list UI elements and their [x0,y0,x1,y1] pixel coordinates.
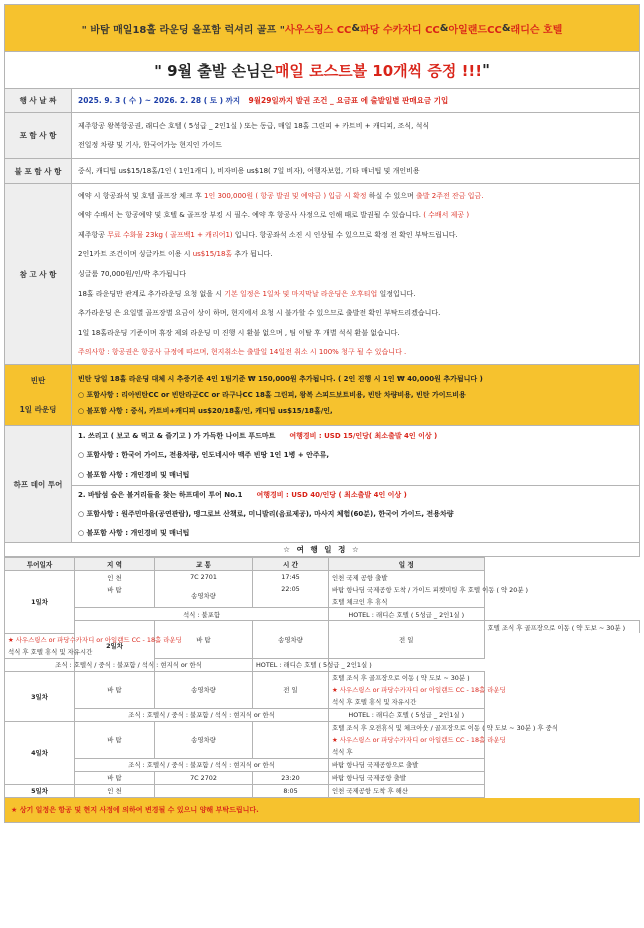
day-3-label: 3일차 [5,671,75,721]
title-amp-3: & [501,22,511,34]
bintan-label [5,365,72,425]
col-day: 투어일자 [5,558,75,571]
col-time: 시 간 [253,558,329,571]
cell: 바 탐 [155,621,253,659]
col-itinerary: 일 정 [329,558,485,571]
cell: 바 탐 [75,583,155,595]
includes-label: 포 함 사 항 [5,113,72,158]
tour-2-excludes: ○ 불포함 사항 : 개인경비 및 매너팁 [78,528,190,537]
cell: 바탐 항나딤 국제공항 출발 [329,771,485,784]
cell: 바 탐 [75,721,155,758]
title-radisson: 래디슨 호텔 [510,24,563,36]
schedule-title: ☆ 여 행 일 정 ☆ [4,543,640,557]
cell: 7C 2702 [155,771,253,784]
cell: 바탐 항나딤 국제공항으로 출발 [329,758,485,771]
cell: 7C 2701 [155,571,253,584]
note-line-8: 1일 18홀라운딩 기준이며 휴장 제외 라운딩 미 진행 시 환불 없으며 , 팀 이탈 후 개별 석식 환불 없습니다. [78,328,400,337]
excludes-row [5,159,639,184]
col-region: 지 역 [75,558,155,571]
cell: 인 천 [75,571,155,584]
cell: ★ 사우스링스 or 파당수카자디 or 아일랜드 CC - 18홀 라운딩 [329,684,485,696]
table-row [5,608,640,621]
tour-1-excludes: ○ 불포함 사항 : 개인경비 및 매너팁 [78,471,190,480]
cell: 호텔 체크인 후 휴식 [329,595,485,608]
halfday-label: 하프 데이 투어 [5,426,72,542]
document-title [4,4,640,51]
cell: 바 탐 [75,671,155,708]
halfday-tour-2 [72,486,639,542]
note-line-1: 예약 시 항공좌석 및 호텔 골프장 체크 후 1인 300,000원 ( 항공 발권 및 예약금 ) 입금 시 확정 하실 수 있으며 출발 2주전 잔금 입금. [78,191,484,200]
bintan-line-2: ○ 포함사항 : 리아빈탄CC or 빈탄라군CC or 라구나CC 18홀 그린피, 왕복 스피드보트비용, 빈탄 차량비용, 빈탄 가이드비용 [78,391,466,399]
note-line-9: 주의사항 : 항공권은 항공사 규정에 따르며, 현지취소는 출발일 14일전 취소 시 100% 청구 될 수 있습니다 . [78,348,407,357]
tour-1-includes: ○ 포함사항 : 한국어 가이드, 전용차량, 인도네시아 맥주 빈땅 1인 1병 + 안주류, [78,451,330,460]
cell: 인천 국제 공항 출발 [329,571,485,584]
table-row [5,721,640,734]
cell: 석식 후 [329,746,485,759]
cell: 인천 국제공항 도착 후 해산 [329,784,485,797]
note-line-2: 예약 수배서 는 항공예약 및 호텔 & 골프장 부킹 시 필수. 예약 후 항공사 사정으로 인해 때로 발권될 수 있습니다. ( 수배서 제공 ) [78,211,470,220]
notes-label: 참 고 사 항 [5,184,72,364]
includes-row [5,113,639,159]
cell: ★ 사우스링스 or 파당수카자디 or 아일랜드 CC - 18홀 라운딩 [5,633,75,646]
title-padang: 파당 수카자디 CC [360,24,440,36]
table-row [5,708,640,721]
cell: 송영차량 [155,721,253,758]
day-2-label: 2일차 [75,621,155,672]
bintan-label-2: 1일 라운딩 [19,405,57,414]
promo-suffix: " [482,61,490,79]
cell: 송영차량 [155,583,253,608]
bintan-label-1: 빈탄 [30,376,46,385]
excludes-text: 중식, 캐디팁 us$15/18홀/1인 ( 1인1캐디 ), 비자비용 us$18( 7일 비자), 여행자보험, 기타 매너팁 및 개인비용 [78,167,420,175]
tour-2-includes: ○ 포함사항 : 원주민마을(공연관람), 맹그로브 산책로, 미니발리(음료제공), 마사지 체험(60분), 한국어 가이드, 전용차량 [78,509,454,518]
bintan-line-3: ○ 불포함 사항 : 중식, 카트비+캐디피 us$20/18홀/인, 캐디팁 us$15/18홀/인, [78,407,333,415]
table-row [5,583,640,595]
promo-prefix: " 9월 출발 손님은 [154,61,275,80]
col-transport: 교 통 [155,558,253,571]
cell: 8:05 [253,784,329,797]
cell: 바 탐 [75,771,155,784]
note-line-3: 제주항공 무료 수화물 23kg ( 골프백1 + 캐리어1) 입니다. 항공좌석 소진 시 인상될 수 있으므로 확정 전 확인 부탁드립니다. [78,230,458,239]
meal-info: 석식 : 불포함 [75,608,329,621]
tour-1-price: 여행경비 : USD 15/인당( 최소출발 4인 이상 ) [289,431,438,440]
cell: 석식 후 호텔 휴식 및 자유시간 [329,696,485,709]
tour-1-title: 1. 쓰리고 ( 보고 & 먹고 & 즐기고 ) 가 가득한 나이트 푸드마트 [78,431,276,440]
cell: 송영차량 [155,671,253,708]
cell: 전 일 [253,671,329,708]
hotel-info: HOTEL : 래디슨 호텔 ( 5성급 _ 2인1실 ) [253,658,329,671]
title-amp-2: & [439,22,449,34]
title-prefix: " 바탐 매일18홀 라운딩 올포함 럭셔리 골프 " [81,24,285,36]
halfday-tour-1 [72,426,639,486]
promo-banner [4,51,640,88]
period-dates: 2025. 9. 3 ( 수 ) ~ 2026. 2. 28 ( 토 ) 까지 [78,96,241,105]
halfday-row [5,426,639,543]
meal-info: 조식 : 호텔식 / 중식 : 불포함 / 석식 : 현지식 or 한식 [75,758,329,771]
promo-highlight: 매일 로스트볼 10개씩 증정 !!! [274,61,483,80]
footer-note: ★ 상기 일정은 항공 및 현지 사정에 의하여 변경될 수 있으니 양해 부탁드립니다. [4,798,640,823]
schedule-header-row [5,558,640,571]
cell: 23:20 [253,771,329,784]
meal-info: 조식 : 호텔식 / 중식 : 불포함 / 석식 : 현지식 or 한식 [75,708,329,721]
meal-info: 조식 : 호텔식 / 중식 : 불포함 / 석식 : 현지식 or 한식 [5,658,253,671]
cell: 석식 후 호텔 휴식 및 자유시간 [5,646,75,659]
cell: 인 천 [75,784,155,797]
note-line-5: 싱글룸 70,000원/인/박 추가됩니다 [78,269,187,278]
tour-2-price: 여행경비 : USD 40/인당 ( 최소출발 4인 이상 ) [256,491,407,500]
day-4-label: 4일차 [5,721,75,784]
table-row [5,658,640,671]
cell: 22:05 [253,583,329,595]
hotel-info: HOTEL : 래디슨 호텔 ( 5성급 _ 2인1실 ) [329,608,485,621]
title-south-links: 사우스링스 CC [284,24,352,36]
cell: 바탐 항나딤 국제공항 도착 / 가이드 피켓미팅 후 호텔 이동 ( 약 20분 ) [329,583,485,595]
table-row [5,621,640,634]
cell: 호텔 조식 후 골프장으로 이동 ( 약 도보 ~ 30분 ) [329,671,485,684]
cell: 호텔 조식 후 골프장으로 이동 ( 약 도보 ~ 30분 ) [484,621,640,634]
cell: 17:45 [253,571,329,584]
excludes-label: 불 포 함 사 항 [5,159,72,183]
schedule-table [4,557,640,798]
hotel-info: HOTEL : 래디슨 호텔 ( 5성급 _ 2인1실 ) [329,708,485,721]
bintan-line-1: 빈탄 당일 18홀 라운딩 대체 시 추증기준 4인 1팀기준 ₩ 150,000원 추가됩니다. ( 2인 진행 시 1인 ₩ 40,000원 추가됩니다 ) [78,375,483,383]
table-row [5,784,640,797]
bintan-row [5,365,639,426]
table-row [5,671,640,684]
cell: 호텔 조식 후 오전휴식 및 체크아웃 / 골프장으로 이동 ( 약 도보 ~ 30분 ) 후 중식 [329,721,485,734]
title-amp-1: & [351,22,361,34]
includes-line-2: 전일정 차량 및 기사, 한국어가능 현지인 가이드 [78,141,223,149]
note-line-6: 18홀 라운딩만 관계로 추가라운딩 요청 없을 시 기본 일정은 1일차 및 마지막날 라운딩은 오후티업 일정입니다. [78,289,416,298]
notes-row [5,184,639,365]
period-label: 행 사 날 짜 [5,89,72,112]
note-line-7: 추가라운딩 은 요일별 골프장별 요금이 상이 하며, 현지에서 요청 시 불가할 수 있으므로 출발전 확인 부탁드리겠습니다. [78,309,441,318]
table-row [5,595,640,608]
tour-2-title: 2. 바탐섬 숨은 볼거리들을 찾는 하프데이 투어 No.1 [78,491,243,500]
includes-line-1: 제주항공 왕복항공권, 래디슨 호텔 ( 5성급 _ 2인1실 ) 또는 동급, 매일 18홀 그린피 + 카트비 + 캐디피, 조식, 석식 [78,122,430,130]
period-row [5,89,639,113]
table-row [5,771,640,784]
cell: 전 일 [329,621,485,659]
cell: 송영차량 [253,621,329,659]
day-1-label: 1일차 [5,571,75,634]
note-line-4: 2인1카트 조건이며 싱글카트 이용 시 us$15/18홀 추가 됩니다. [78,250,273,259]
table-row [5,571,640,584]
period-note: 9월29일까지 발권 조건 _ 요금표 에 출발일별 판매요금 기입 [248,96,449,105]
cell: ★ 사우스링스 or 파당수카자디 or 아일랜드 CC - 18홀 라운딩 [329,734,485,746]
day-5-label: 5일차 [5,784,75,797]
title-island: 아일랜드CC [448,24,502,36]
table-row [5,758,640,771]
itinerary-document [4,4,640,823]
